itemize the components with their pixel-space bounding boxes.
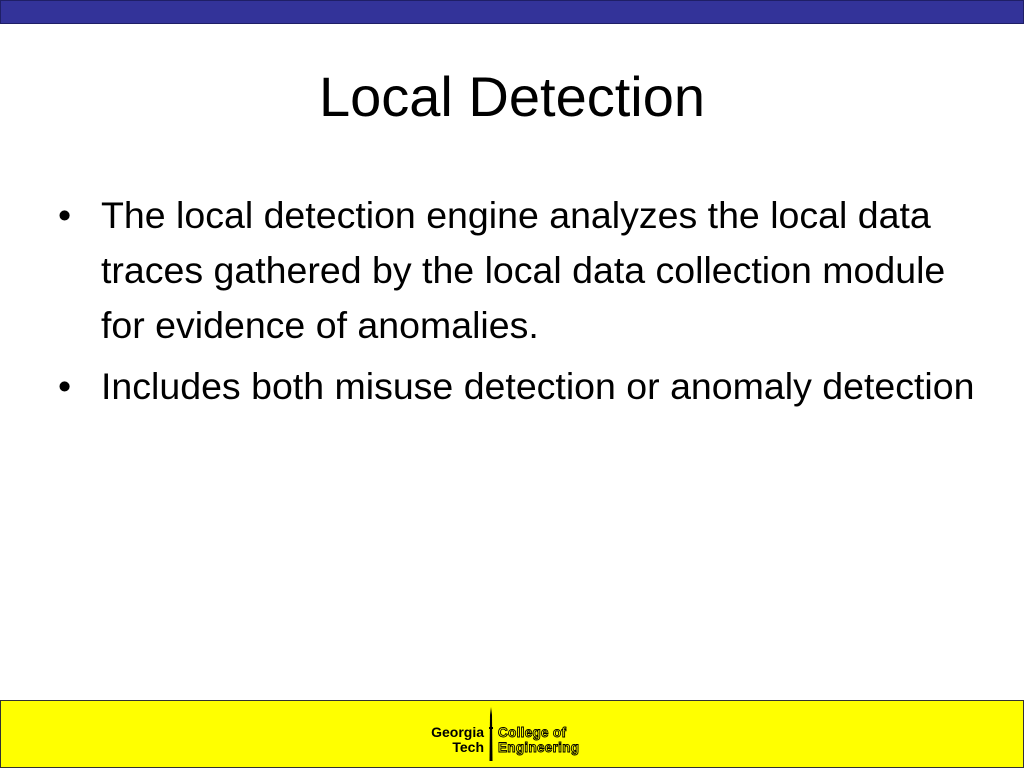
bullet-icon: •: [58, 194, 72, 236]
slide-title: Local Detection: [318, 65, 705, 128]
top-bar: [0, 0, 1024, 24]
logo-line-tech: Tech: [452, 739, 484, 755]
bullet-item: [58, 188, 978, 353]
footer-bar: [0, 700, 1024, 768]
bullet-icon: •: [58, 365, 72, 407]
bullet-text: Includes both misuse detection or anomaly detection: [101, 365, 975, 407]
logo-line-georgia: Georgia: [431, 724, 484, 740]
logo-line-college-of: College of: [498, 725, 567, 740]
tower-icon: [488, 707, 494, 761]
georgia-tech-logo: [406, 701, 606, 767]
bullet-text: The local detection engine analyzes the local data traces gathered by the local data collection module for evidence of anomalies.: [101, 194, 946, 346]
logo-institution-name: [406, 725, 484, 755]
logo-line-engineering: Engineering: [498, 740, 580, 755]
logo-college-name: [498, 725, 579, 755]
bullet-list: [58, 188, 978, 420]
bullet-item: [58, 359, 978, 414]
